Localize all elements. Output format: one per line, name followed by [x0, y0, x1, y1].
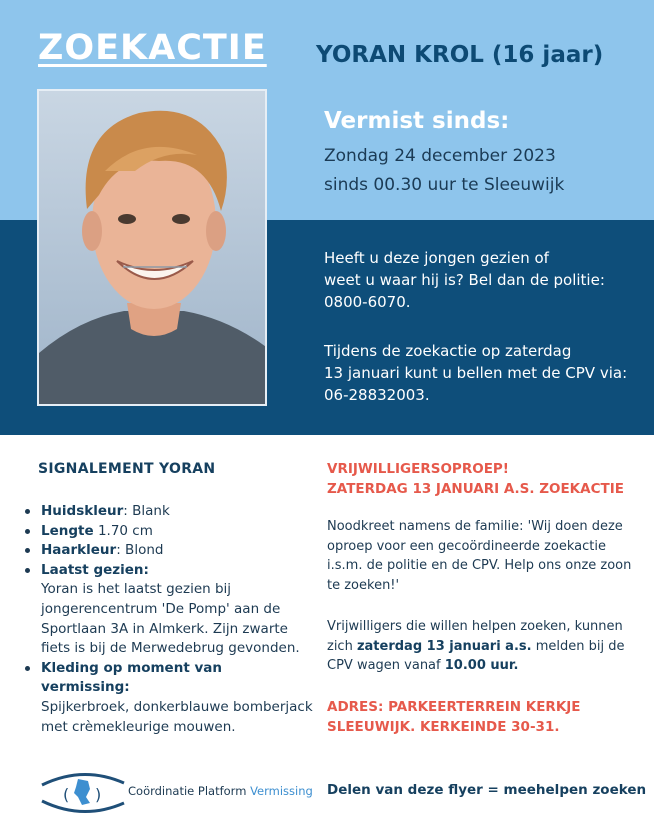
cpv-line: 13 januari kunt u bellen met de CPV via: [324, 364, 628, 382]
list-item: Laatst gezien: Yoran is het laatst gezien bij jongerencentrum 'De Pomp' aan de Sportlaan 3A in Almkerk. Zijn zwarte fiets is bij de Merwedebrug gevonden. [24, 561, 314, 659]
missing-date: Zondag 24 december 2023 [324, 146, 556, 166]
police-line: Heeft u deze jongen gezien of [324, 249, 549, 267]
svg-text:(: ( [63, 785, 70, 804]
cpv-contact-info [324, 340, 627, 406]
share-message: Delen van deze flyer = meehelpen zoeken [327, 782, 647, 798]
cpv-logo [38, 767, 313, 817]
list-item: Lengte 1.70 cm [24, 522, 314, 542]
volunteer-signup: Vrijwilligers die willen helpen zoeken, kunnen zich zaterdag 13 januari a.s. melden bij de CPV wagen vanaf 10.00 uur. [327, 619, 625, 673]
netherlands-map-logo-icon [38, 767, 128, 817]
list-item: Haarkleur: Blond [24, 541, 314, 561]
clothing-text: Spijkerbroek, donkerblauwe bomberjack met crèmekleurige mouwen. [41, 698, 313, 735]
org-name: Coördinatie Platform Vermissing [128, 784, 313, 798]
police-phone: 0800-6070. [324, 293, 411, 311]
police-line: weet u waar hij is? Bel dan de politie: [324, 271, 605, 289]
campaign-title: ZOEKACTIE [38, 28, 267, 68]
address: ADRES: PARKEERTERREIN KERKJE SLEEUWIJK. KERKEINDE 30-31. [327, 699, 581, 735]
missing-since-heading: Vermist sinds: [324, 108, 510, 134]
description-title: SIGNALEMENT YORAN [38, 461, 216, 477]
volunteer-title: VRIJWILLIGERSOPROEP! ZATERDAG 13 JANUARI A.S. ZOEKACTIE [327, 461, 624, 497]
missing-person-name: YORAN KROL (16 jaar) [316, 42, 604, 68]
svg-text:): ) [95, 785, 102, 804]
last-seen-text: Yoran is het laatst gezien bij jongerencentrum 'De Pomp' aan de Sportlaan 3A in Almkerk. Zijn zwarte fiets is bij de Merwedebrug gevonden. [41, 581, 300, 657]
family-message: Noodkreet namens de familie: 'Wij doen deze oproep voor een gecoördineerde zoekactie i.s.m. de politie en de CPV. Help ons onze zoon te zoeken!' [327, 519, 632, 593]
missing-person-photo [37, 89, 267, 406]
police-contact-info [324, 247, 605, 313]
cpv-phone: 06-28832003. [324, 386, 430, 404]
list-item: Huidskleur: Blank [24, 502, 314, 522]
description-list [24, 502, 314, 737]
cpv-line: Tijdens de zoekactie op zaterdag [324, 342, 572, 360]
missing-time-place: sinds 00.30 uur te Sleeuwijk [324, 175, 565, 195]
list-item: Kleding op moment van vermissing: Spijkerbroek, donkerblauwe bomberjack met crèmekleurige mouwen. [24, 659, 314, 737]
